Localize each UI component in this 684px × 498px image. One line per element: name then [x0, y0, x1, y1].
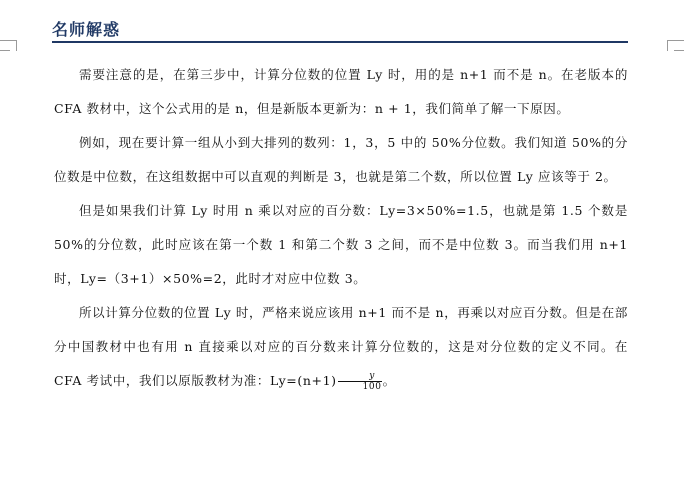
- paragraph-4-text: 所以计算分位数的位置 Ly 时，严格来说应该用 n+1 而不是 n，再乘以对应百分数。但是在部分中国教材中也有用 n 直接乘以对应的百分数来计算分位数的，这是对分位数的定义不同。在 CFA 考试中，我们以原版教材为准：: [54, 305, 628, 388]
- title-divider: [52, 41, 628, 43]
- margin-crop-mark-left-lower: [0, 50, 10, 51]
- formula-suffix: 。: [382, 373, 396, 388]
- formula-fraction: [338, 371, 382, 392]
- formula: [269, 371, 396, 392]
- fraction-denominator: 100: [362, 382, 382, 392]
- paragraph-2: 例如，现在要计算一组从小到大排列的数列：1，3，5 中的 50%分位数。我们知道 50%的分位数是中位数，在这组数据中可以直观的判断是 3，也就是第二个数，所以位置 Ly 应该等于 2。: [54, 135, 628, 184]
- document-body: [54, 58, 628, 398]
- paragraph-4: [54, 296, 628, 398]
- paragraph-3: 但是如果我们计算 Ly 时用 n 乘以对应的百分数：Ly=3×50%=1.5，也就是第 1.5 个数是 50%的分位数，此时应该在第一个数 1 和第二个数 3 之间，而不是中位数 3。而当我们用 n+1 时，Ly=（3+1）×50%=2，此时才对应中位数 3。: [54, 203, 628, 286]
- paragraph-1: 需要注意的是，在第三步中，计算分位数的位置 Ly 时，用的是 n+1 而不是 n。在老版本的 CFA 教材中，这个公式用的是 n，但是新版本更新为：n + 1，我们简单了解一下原因。: [54, 67, 628, 116]
- formula-prefix: Ly=(n+1): [269, 373, 337, 388]
- page-title: 名师解惑: [52, 20, 121, 39]
- margin-crop-mark-right-lower: [674, 50, 684, 51]
- fraction-numerator: y: [338, 371, 382, 382]
